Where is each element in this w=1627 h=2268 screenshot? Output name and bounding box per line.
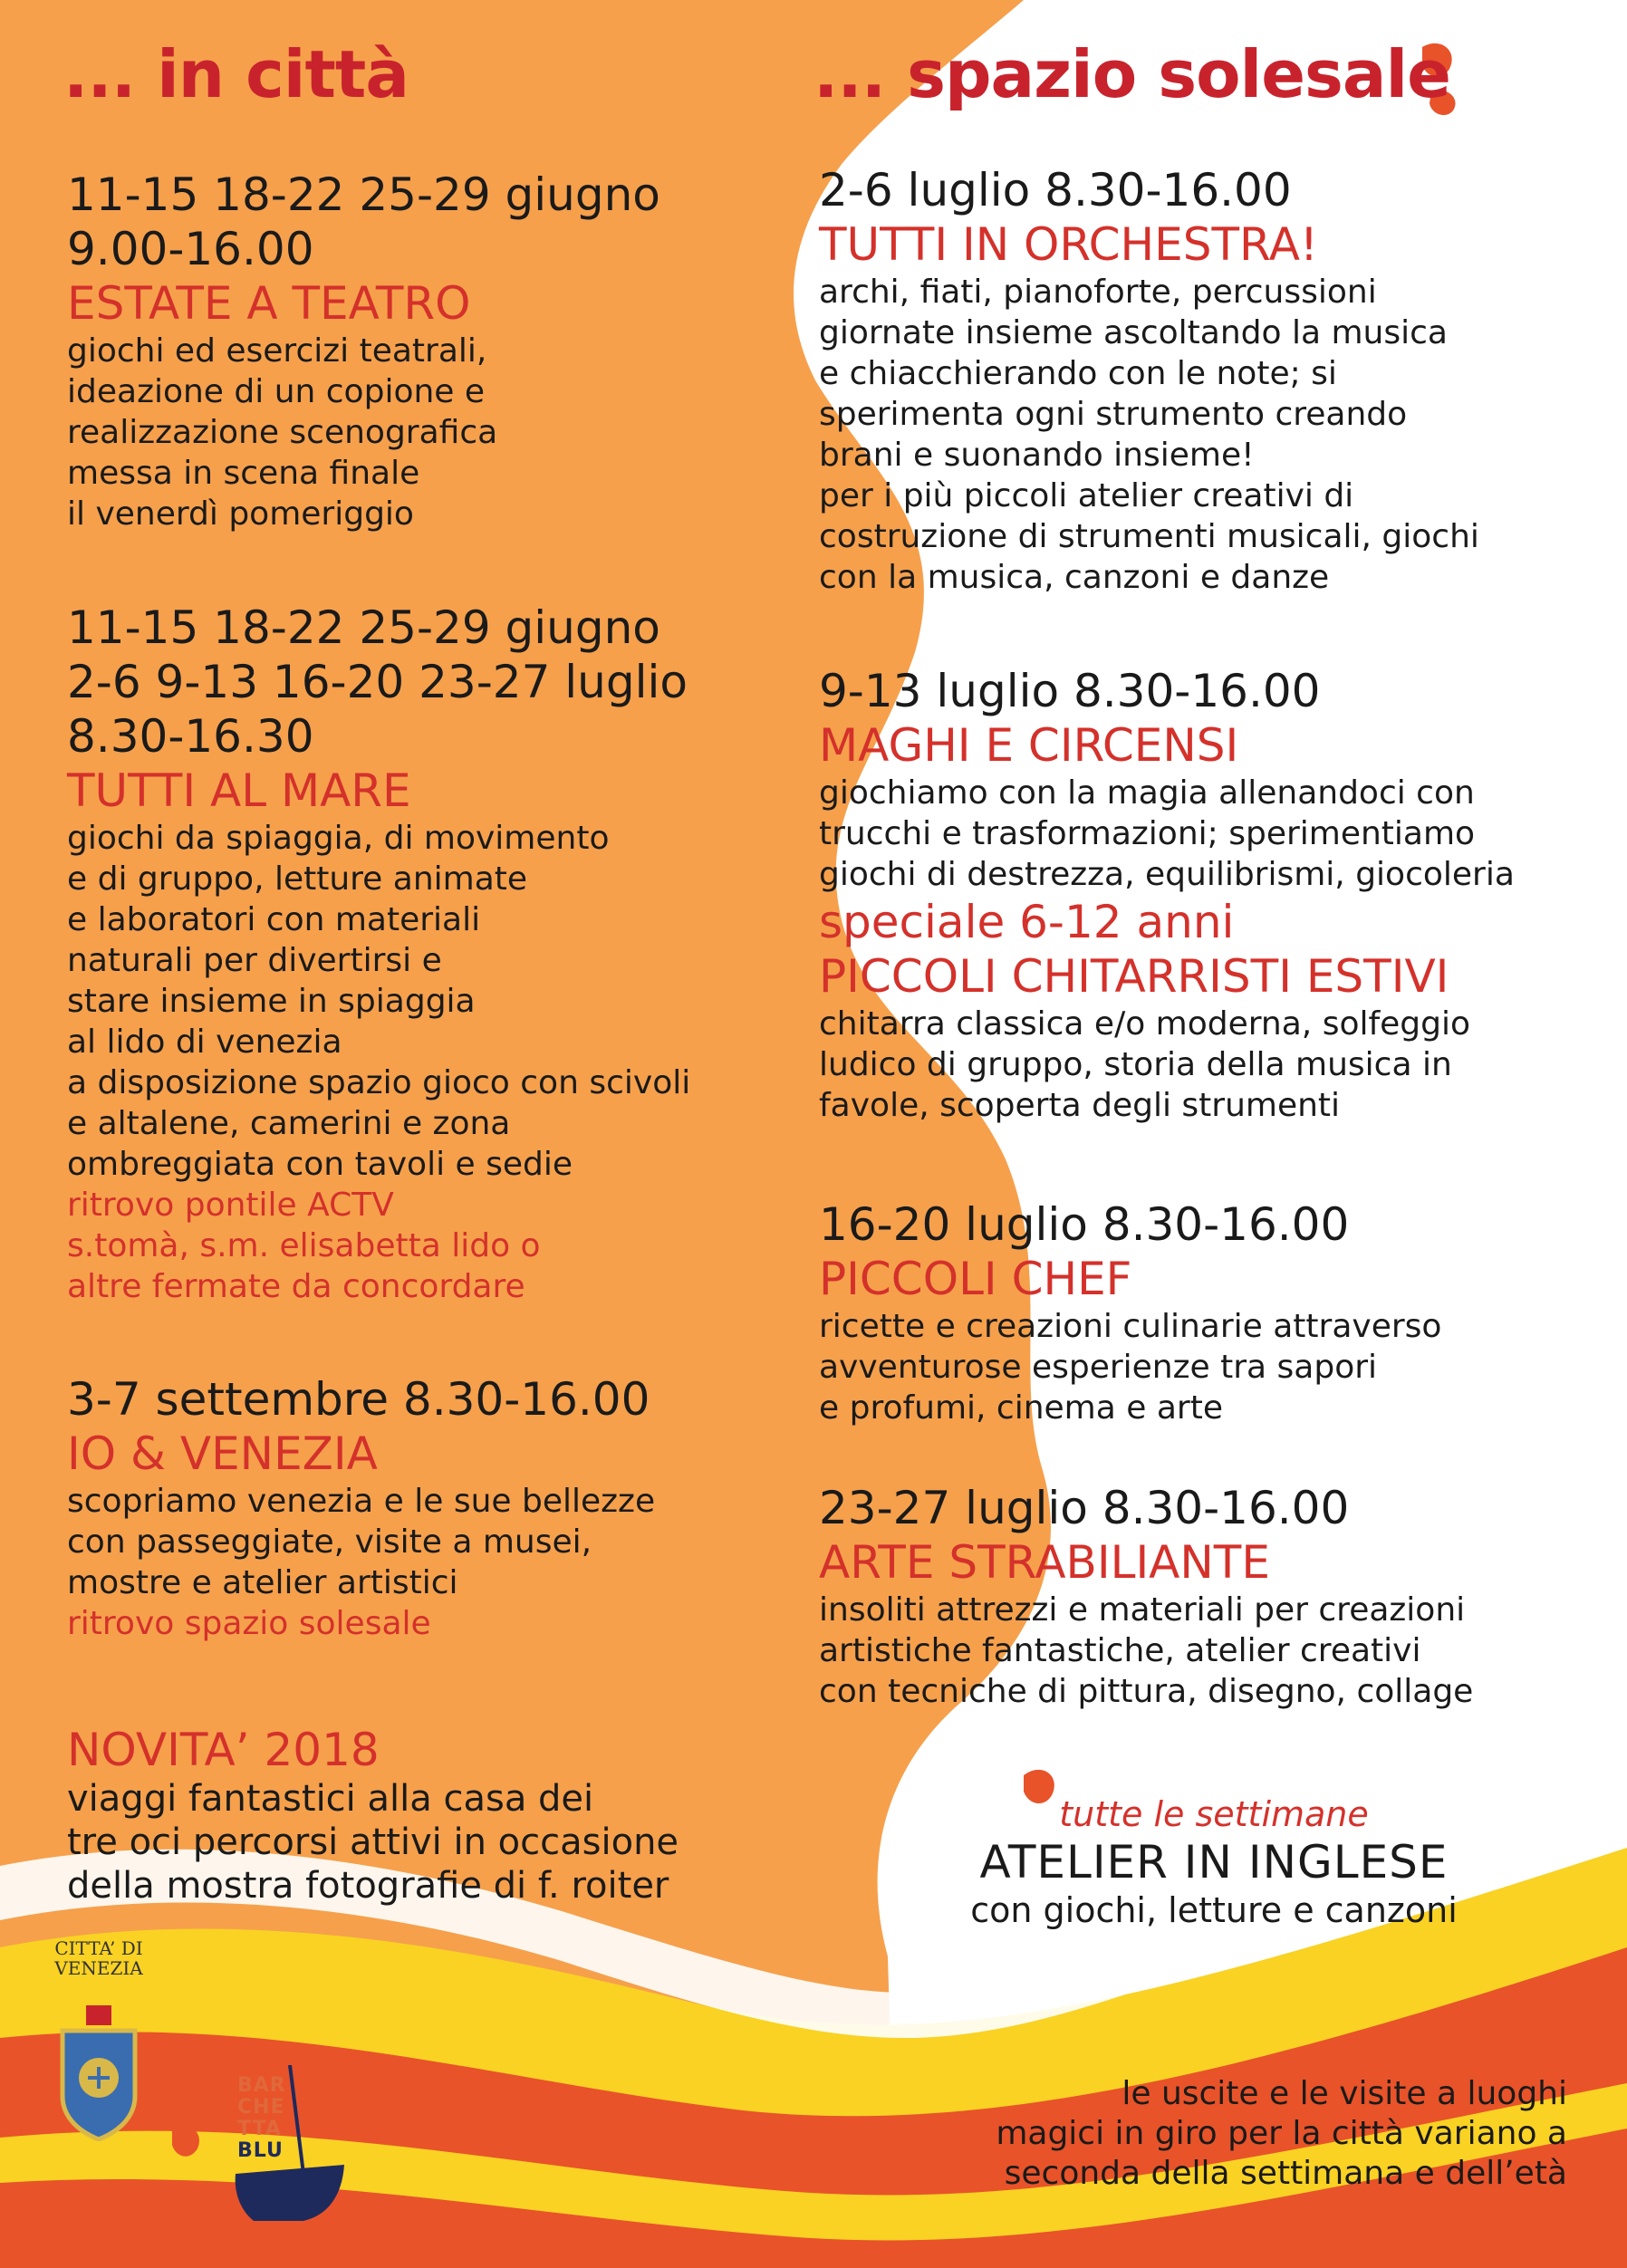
event-tutti-al-mare	[67, 601, 882, 1307]
event-date: 11-15 18-22 25-29 giugno	[67, 168, 660, 221]
meeting-point: s.tomà, s.m. elisabetta lido o	[67, 1227, 541, 1264]
desc-line: archi, fiati, pianoforte, percussioni	[819, 274, 1377, 311]
footnote	[870, 2074, 1567, 2194]
desc-line: avventurose esperienze tra sapori	[819, 1349, 1378, 1386]
event-estate-a-teatro	[67, 168, 882, 534]
meeting-point: ritrovo spazio solesale	[67, 1605, 431, 1642]
desc-line: giornate insieme ascoltando la musica	[819, 314, 1448, 351]
event-io-e-venezia	[67, 1372, 882, 1644]
desc-line: per i più piccoli atelier creativi di	[819, 477, 1354, 514]
event-date: 11-15 18-22 25-29 giugno	[67, 601, 660, 654]
desc-line: a disposizione spazio gioco con scivoli	[67, 1064, 691, 1101]
event-title: PICCOLI CHITARRISTI ESTIVI	[819, 950, 1449, 1003]
logo-text: CITTA’ DI	[54, 1937, 143, 1959]
desc-line: tre oci percorsi attivi in occasione	[67, 1821, 679, 1863]
event-title: NOVITA’ 2018	[67, 1724, 380, 1776]
desc-line: con passeggiate, visite a musei,	[67, 1523, 592, 1561]
event-desc	[67, 1481, 882, 1644]
event-date: 2-6 9-13 16-20 23-27 luglio	[67, 656, 688, 708]
event-desc	[819, 1004, 1627, 1126]
event-novita-2018	[67, 1723, 882, 1908]
desc-line: giochiamo con la magia allenandoci con	[819, 774, 1475, 812]
desc-line: costruzione di strumenti musicali, giochi	[819, 518, 1479, 555]
event-date: 3-7 settembre 8.30-16.00	[67, 1373, 650, 1426]
desc-line: e laboratori con materiali	[67, 901, 481, 938]
event-date: 16-20 luglio 8.30-16.00	[819, 1198, 1350, 1251]
atelier-inglese	[906, 1793, 1522, 1931]
desc-line: ludico di gruppo, storia della musica in	[819, 1046, 1452, 1083]
desc-line: con tecniche di pittura, disegno, collage	[819, 1673, 1474, 1710]
desc-line: al lido di venezia	[67, 1023, 342, 1061]
desc-line: insoliti attrezzi e materiali per creazioni	[819, 1591, 1466, 1629]
meeting-point: ritrovo pontile ACTV	[67, 1187, 394, 1224]
header-in-citta: ... in città	[63, 36, 409, 112]
event-time: 8.30-16.30	[67, 710, 314, 763]
desc-line: trucchi e trasformazioni; sperimentiamo	[819, 815, 1476, 852]
event-desc	[819, 272, 1627, 598]
shield-icon	[53, 2005, 144, 2141]
desc-line: e altalene, camerini e zona	[67, 1105, 511, 1142]
event-arte-strabiliante	[819, 1481, 1627, 1712]
desc-line: giochi da spiaggia, di movimento	[67, 820, 610, 857]
footnote-line: magici in giro per la città variano a	[996, 2115, 1567, 2152]
desc-line: della mostra fotografie di f. roiter	[67, 1865, 669, 1907]
desc-line: ideazione di un copione e	[67, 373, 486, 410]
desc-line: messa in scena finale	[67, 455, 420, 492]
atelier-frequency: tutte le settimane	[1059, 1794, 1369, 1834]
event-desc	[67, 331, 882, 534]
event-desc	[819, 773, 1627, 895]
event-date: 9-13 luglio 8.30-16.00	[819, 665, 1321, 717]
desc-line: il venerdì pomeriggio	[67, 495, 414, 533]
event-date: 23-27 luglio 8.30-16.00	[819, 1482, 1350, 1534]
desc-line: ricette e creazioni culinarie attraverso	[819, 1308, 1442, 1345]
header-spazio-solesale: ... spazio solesale	[814, 36, 1451, 112]
event-title: ARTE STRABILIANTE	[819, 1536, 1270, 1589]
event-title: TUTTI AL MARE	[67, 764, 411, 817]
event-desc	[819, 1306, 1627, 1428]
atelier-subtitle: con giochi, letture e canzoni	[970, 1890, 1458, 1930]
desc-line: sperimenta ogni strumento creando	[819, 396, 1408, 433]
logo-text: CHE	[237, 2096, 285, 2119]
desc-line: realizzazione scenografica	[67, 414, 498, 451]
footnote-line: le uscite e le visite a luoghi	[1122, 2075, 1567, 2112]
event-time: 9.00-16.00	[67, 223, 314, 275]
desc-line: artistiche fantastiche, atelier creativi	[819, 1632, 1421, 1669]
desc-line: scopriamo venezia e le sue bellezze	[67, 1483, 656, 1520]
citta-di-venezia-logo	[40, 1938, 158, 2145]
event-desc	[67, 818, 882, 1307]
desc-line: favole, scoperta degli strumenti	[819, 1087, 1341, 1124]
desc-line: e di gruppo, letture animate	[67, 860, 528, 898]
special-age-label: speciale 6-12 anni	[819, 896, 1235, 948]
desc-line: mostre e atelier artistici	[67, 1564, 458, 1601]
desc-line: giochi di destrezza, equilibrismi, giocoleria	[819, 856, 1515, 893]
event-date: 2-6 luglio 8.30-16.00	[819, 164, 1292, 216]
desc-line: giochi ed esercizi teatrali,	[67, 332, 487, 370]
event-title: PICCOLI CHEF	[819, 1253, 1132, 1305]
desc-line: viaggi fantastici alla casa dei	[67, 1778, 594, 1820]
event-title: TUTTI IN ORCHESTRA!	[819, 218, 1318, 271]
event-title: IO & VENEZIA	[67, 1427, 378, 1480]
desc-line: ombreggiata con tavoli e sedie	[67, 1146, 573, 1183]
event-title: ESTATE A TEATRO	[67, 277, 471, 330]
event-piccoli-chef	[819, 1197, 1627, 1428]
atelier-title: ATELIER IN INGLESE	[979, 1836, 1449, 1888]
desc-line: naturali per divertirsi e	[67, 942, 442, 979]
logo-text: BLU	[237, 2139, 284, 2162]
meeting-point: altre fermate da concordare	[67, 1268, 525, 1305]
desc-line: e chiacchierando con le note; si	[819, 355, 1337, 392]
event-desc	[819, 1590, 1627, 1712]
desc-line: stare insieme in spiaggia	[67, 983, 476, 1020]
desc-line: e profumi, cinema e arte	[819, 1389, 1223, 1427]
logo-text: BAR	[237, 2074, 286, 2097]
event-maghi-e-circensi	[819, 664, 1627, 1126]
logo-text: TTA	[237, 2118, 282, 2140]
event-title: MAGHI E CIRCENSI	[819, 719, 1239, 772]
logo-text: VENEZIA	[54, 1957, 143, 1979]
desc-line: con la musica, canzoni e danze	[819, 559, 1330, 596]
event-tutti-in-orchestra	[819, 163, 1627, 598]
desc-line: brani e suonando insieme!	[819, 437, 1255, 474]
footnote-line: seconda della settimana e dell’età	[1004, 2155, 1567, 2192]
desc-line: chitarra classica e/o moderna, solfeggio	[819, 1005, 1471, 1043]
event-desc	[67, 1777, 882, 1908]
